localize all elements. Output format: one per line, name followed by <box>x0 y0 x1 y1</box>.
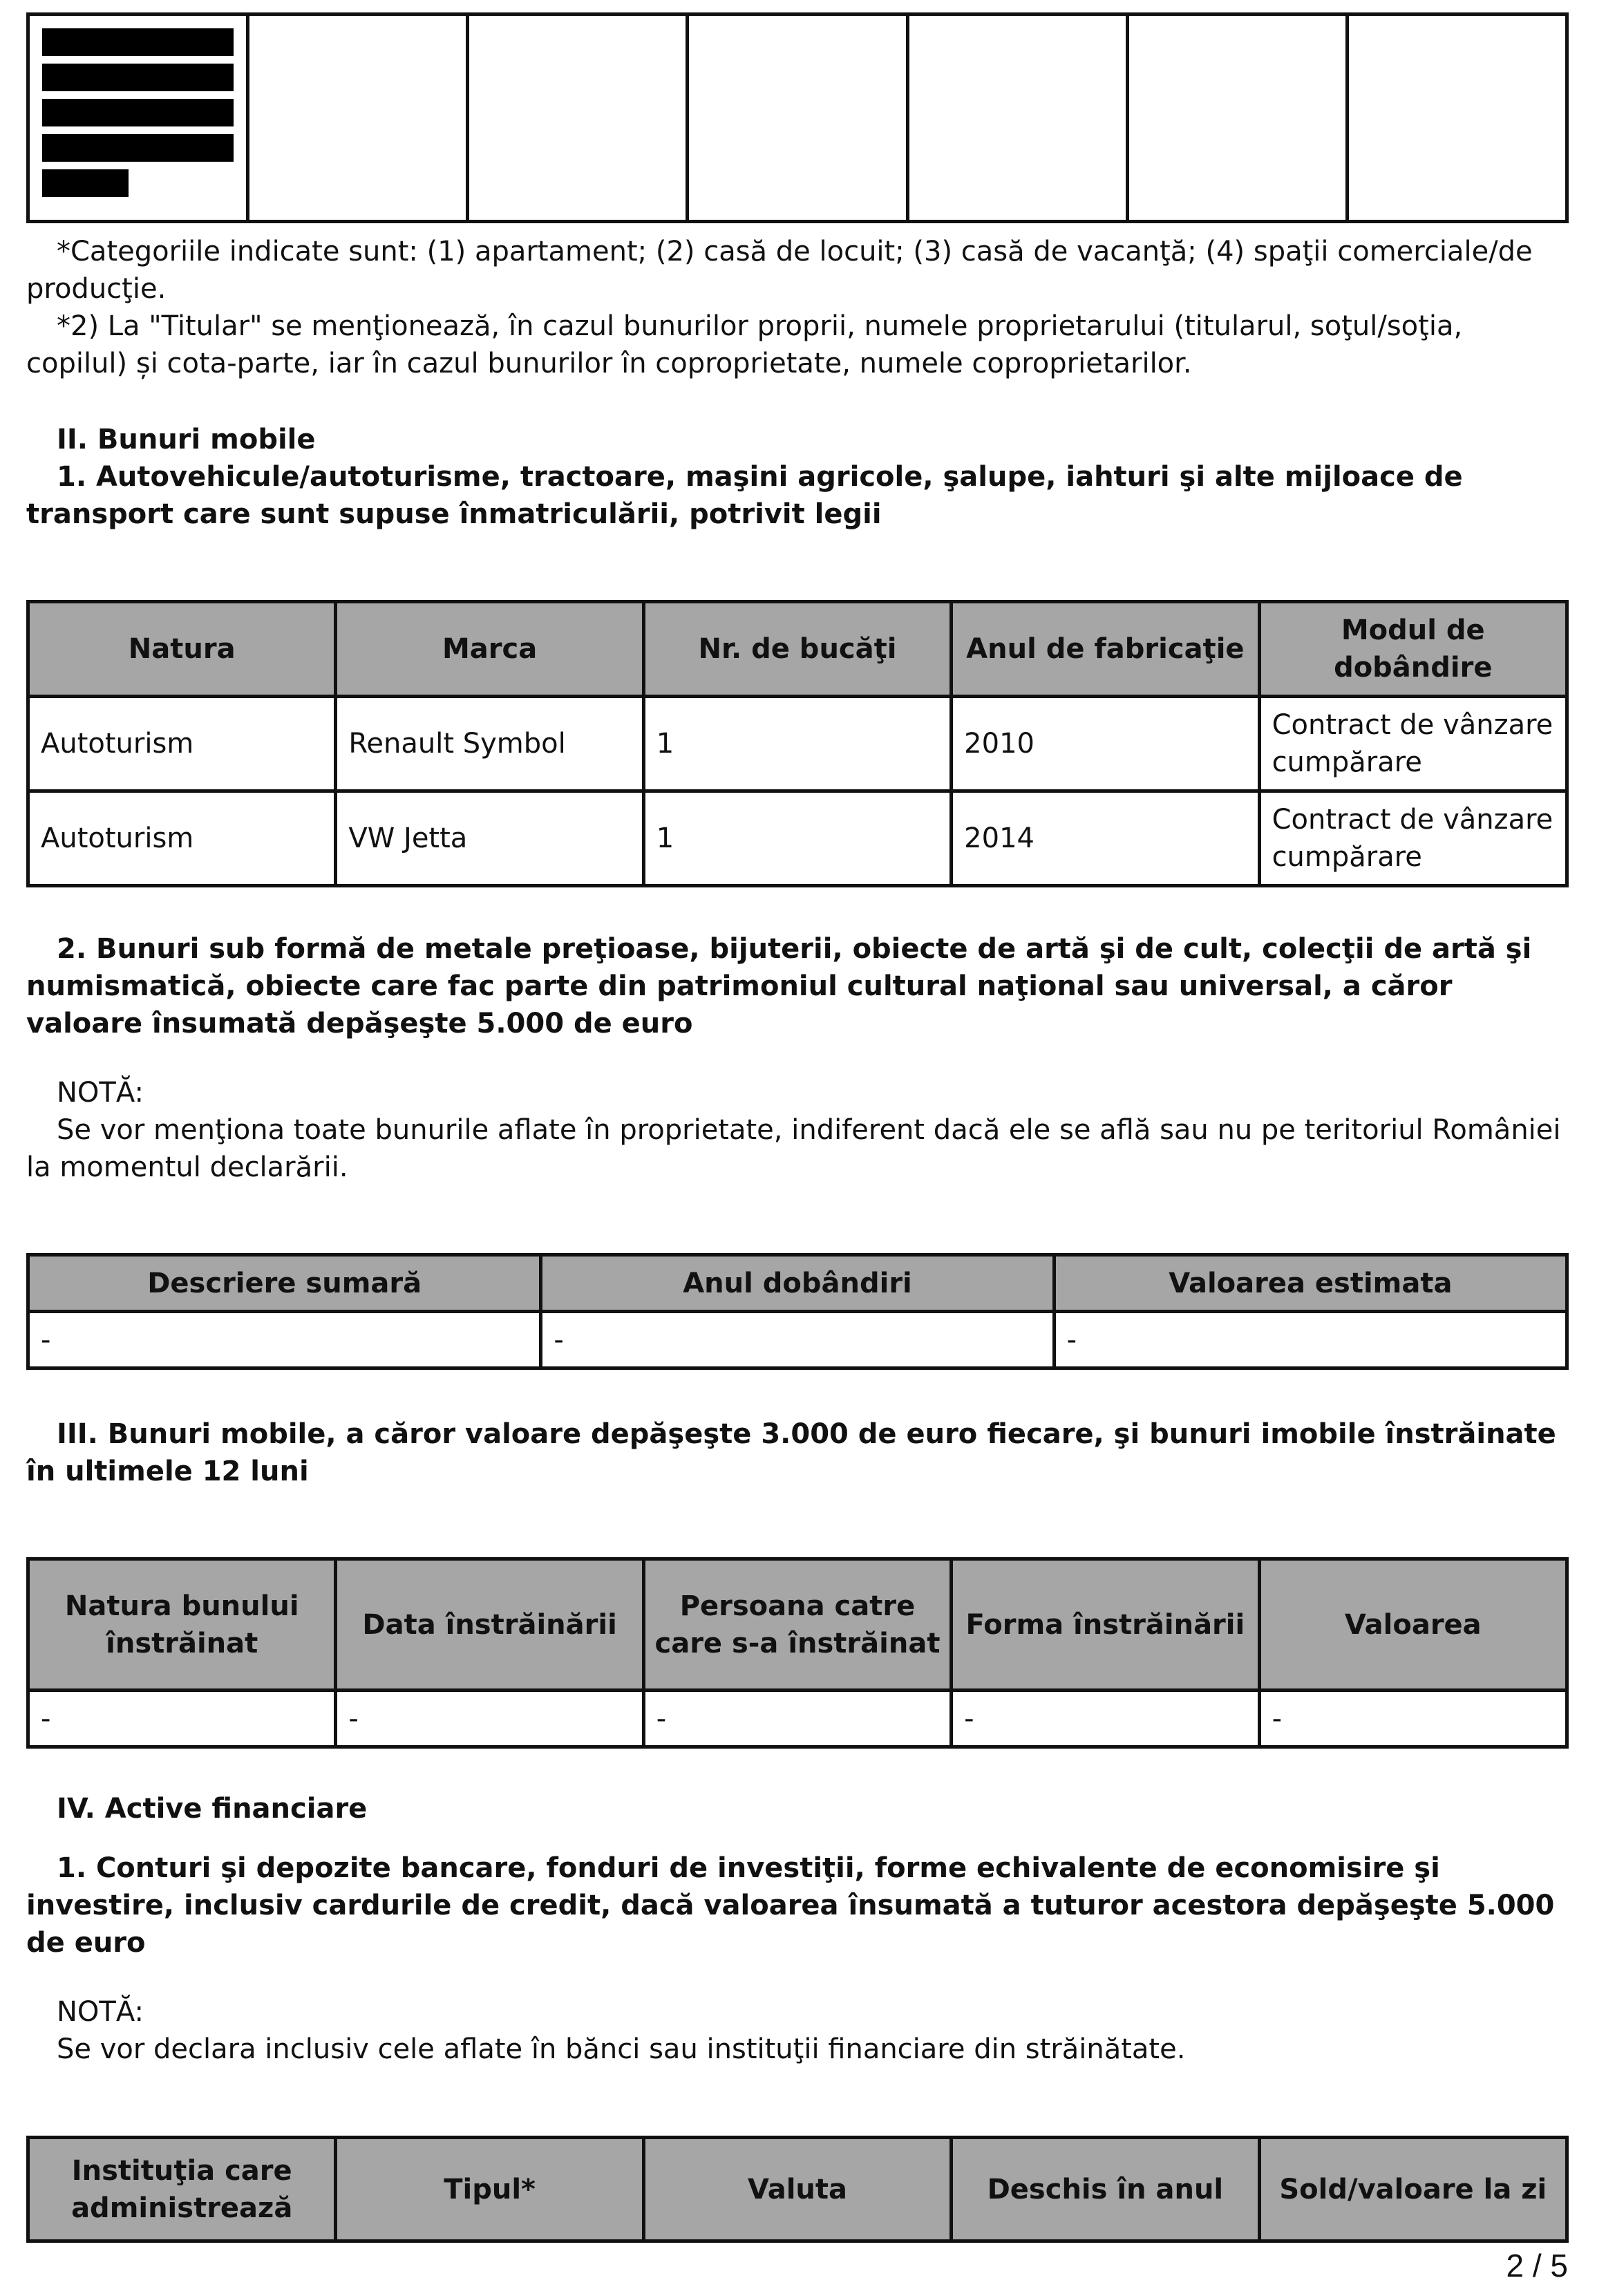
redaction-bar <box>42 169 129 197</box>
table-cell: - <box>1054 1312 1567 1368</box>
nota-label: NOTĂ: <box>57 1996 144 2028</box>
table-cell: - <box>643 1691 951 1747</box>
table-cell <box>1127 15 1347 222</box>
table-cell: Contract de vânzare cumpărare <box>1259 791 1567 886</box>
table-cell <box>248 15 468 222</box>
table-cell: - <box>336 1691 643 1747</box>
table-cell: - <box>541 1312 1054 1368</box>
table-cell: 2014 <box>952 791 1259 886</box>
table-cell: - <box>1259 1691 1567 1747</box>
valuables-table <box>26 1253 1569 1370</box>
table-row <box>28 1691 1567 1747</box>
column-header: Deschis în anul <box>952 2138 1259 2241</box>
column-header: Tipul* <box>336 2138 643 2241</box>
table-cell: VW Jetta <box>336 791 643 886</box>
redaction-bar <box>42 28 234 56</box>
vehicles-table <box>26 600 1569 887</box>
table-cell: 1 <box>643 697 951 791</box>
table-cell: 2010 <box>952 697 1259 791</box>
column-header: Valoarea <box>1259 1559 1567 1691</box>
table-cell: Autoturism <box>28 697 336 791</box>
table-header-row <box>28 1559 1567 1691</box>
table-header-row <box>28 2138 1567 2241</box>
table-cell <box>468 15 688 222</box>
column-header: Valuta <box>643 2138 951 2241</box>
column-header: Sold/valoare la zi <box>1259 2138 1567 2241</box>
alienated-assets-table <box>26 1557 1569 1749</box>
subsection-heading-vehicles: 1. Autovehicule/autoturisme, tractoare, maşini agricole, şalupe, iahturi şi alte mijloace de transport care sunt supuse înmatriculării, potrivit legii <box>26 461 1463 530</box>
table-cell: - <box>28 1312 541 1368</box>
note-titular: *2) La "Titular" se menţionează, în cazul bunurilor proprii, numele proprietarului (titularul, soţul/soţia, copilul) și cota-parte, iar în cazul bunurilor în coproprietate, numele coproprietarilor. <box>26 310 1463 379</box>
table-cell: - <box>28 1691 336 1747</box>
subsection-heading-accounts: 1. Conturi şi depozite bancare, fonduri de investiţii, forme echivalente de economisire şi investire, inclusiv cardurile de credit, dacă valoarea însumată a tuturor acestora depăşeşte 5.000 de euro <box>26 1852 1555 1959</box>
redaction-bar <box>42 134 234 162</box>
table-header-row <box>28 1255 1567 1312</box>
column-header: Natura bunului înstrăinat <box>28 1559 336 1691</box>
column-header: Natura <box>28 602 336 697</box>
section-heading-active-financiare: IV. Active financiare <box>57 1793 368 1825</box>
bank-accounts-table <box>26 2136 1569 2243</box>
column-header: Persoana catre care s-a înstrăinat <box>643 1559 951 1691</box>
subsection-heading-valuables: 2. Bunuri sub formă de metale preţioase, bijuterii, obiecte de artă şi de cult, colecţii de artă şi numismatică, obiecte care fac parte din patrimoniul cultural naţional sau universal, a căror valoare însumată depăşeşte 5.000 de euro <box>26 933 1532 1039</box>
note-categorii: *Categoriile indicate sunt: (1) apartament; (2) casă de locuit; (3) casă de vacanţă; (4) spaţii comerciale/de producţie. <box>26 236 1533 305</box>
table-header-row <box>28 602 1567 697</box>
document-page <box>26 12 1569 2243</box>
table-cell <box>1347 15 1567 222</box>
column-header: Nr. de bucăţi <box>643 602 951 697</box>
column-header: Anul dobândiri <box>541 1255 1054 1312</box>
real-estate-table-continued <box>26 12 1569 223</box>
table-cell <box>688 15 907 222</box>
column-header: Modul de dobândire <box>1259 602 1567 697</box>
table-row <box>28 1312 1567 1368</box>
table-cell: 1 <box>643 791 951 886</box>
table-row <box>28 791 1567 886</box>
table-cell: - <box>952 1691 1259 1747</box>
nota-text: Se vor declara inclusiv cele aflate în bănci sau instituţii financiare din străinătate. <box>57 2033 1186 2065</box>
page-number: 2 / 5 <box>1506 2248 1568 2284</box>
redaction-bar <box>42 99 234 126</box>
nota-text: Se vor menţiona toate bunurile aflate în proprietate, indiferent dacă ele se află sau nu pe teritoriul României la momentul declarării. <box>26 1114 1561 1183</box>
section-heading-bunuri-mobile: II. Bunuri mobile <box>57 424 316 455</box>
redaction-bar <box>42 64 234 91</box>
table-cell: Renault Symbol <box>336 697 643 791</box>
column-header: Marca <box>336 602 643 697</box>
table-cell: Contract de vânzare cumpărare <box>1259 697 1567 791</box>
column-header: Anul de fabricaţie <box>952 602 1259 697</box>
column-header: Instituţia care administrează <box>28 2138 336 2241</box>
table-row <box>28 15 1567 222</box>
table-row <box>28 697 1567 791</box>
table-cell <box>907 15 1127 222</box>
nota-label: NOTĂ: <box>57 1077 144 1109</box>
column-header: Forma înstrăinării <box>952 1559 1259 1691</box>
column-header: Valoarea estimata <box>1054 1255 1567 1312</box>
redacted-cell <box>28 15 248 222</box>
column-header: Data înstrăinării <box>336 1559 643 1691</box>
section-heading-alienated: III. Bunuri mobile, a căror valoare depăşeşte 3.000 de euro fiecare, şi bunuri imobile înstrăinate în ultimele 12 luni <box>26 1418 1556 1487</box>
table-cell: Autoturism <box>28 791 336 886</box>
column-header: Descriere sumară <box>28 1255 541 1312</box>
